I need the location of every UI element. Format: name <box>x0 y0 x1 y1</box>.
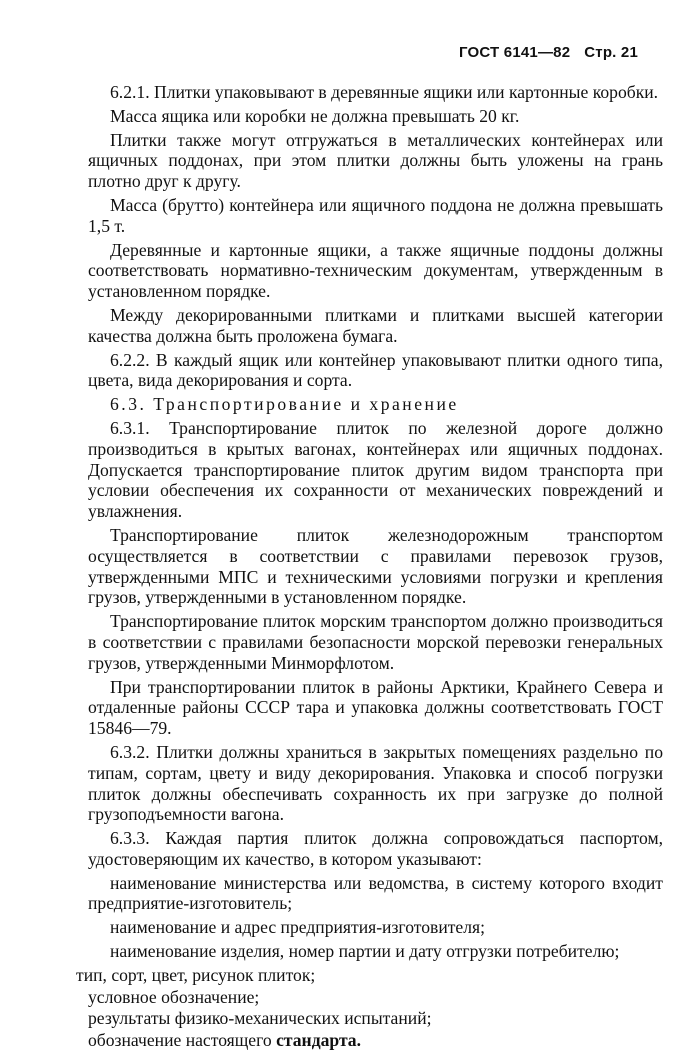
passport-item-manufacturer: наименование и адрес предприятия-изготовителя; <box>110 917 486 938</box>
paragraph-containers: Плитки также могут отгружаться в металлических контейнерах или ящичных поддонах, при этом плитки должны быть уложены на грань плотно друг к другу. <box>88 129 663 192</box>
paragraph-rail-transport: Транспортирование плиток железнодорожным транспортом осуществляется в соответствии с правилами перевозок грузов, утвержденными МПС и техническими условиями погрузки и крепления грузов, утвержденными в установленном порядке. <box>88 524 663 608</box>
passport-item-tests: результаты физико-механических испытаний; <box>88 1008 432 1029</box>
paragraph-boxes-standards: Деревянные и картонные ящики, а также ящичные поддоны должны соответствовать нормативно-техническим документам, утвержденным в установленном порядке. <box>88 239 663 302</box>
paragraph-gross-mass: Масса (брутто) контейнера или ящичного поддона не должна превышать 1,5 т. <box>88 194 663 236</box>
paragraph-6-3-1: 6.3.1. Транспортирование плиток по железной дороге должно производиться в крытых вагонах, контейнерах или ящичных поддонах. Допускается транспортирование плиток другим видом транспорта при условии обеспечения их сохранности от механических повреждений и увлажнения. <box>88 417 663 522</box>
paragraph-6-3-2: 6.3.2. Плитки должны храниться в закрытых помещениях раздельно по типам, сортам, цвету и виду декорирования. Упаковка и способ погрузки плиток должны обеспечивать сохранность их при загрузке до полной грузоподъемности вагона. <box>88 741 663 825</box>
last-item-text: обозначение настоящего <box>88 1030 277 1051</box>
paragraph-6-3-3: 6.3.3. Каждая партия плиток должна сопровождаться паспортом, удостоверяющим их качество, в котором указывают: <box>88 828 663 869</box>
section-heading-6-3: 6.3. Транспортирование и хранение <box>110 394 459 415</box>
passport-item-product: наименование изделия, номер партии и дату отгрузки потребителю; <box>110 941 620 962</box>
passport-item-standard <box>88 1030 663 1051</box>
document-body <box>76 82 663 1052</box>
passport-item-type: тип, сорт, цвет, рисунок плиток; <box>76 964 316 985</box>
paragraph-6-2-2: 6.2.2. В каждый ящик или контейнер упаковывают плитки одного типа, цвета, вида декорирования и сорта. <box>88 349 663 391</box>
paragraph-6-2-1: 6.2.1. Плитки упаковывают в деревянные ящики или картонные коробки. <box>110 82 659 102</box>
paragraph-paper: Между декорированными плитками и плитками высшей категории качества должна быть проложена бумага. <box>88 304 663 346</box>
page-number: Стр. 21 <box>584 44 638 61</box>
passport-item-designation: условное обозначение; <box>88 986 260 1007</box>
standard-number: ГОСТ 6141—82 <box>459 44 571 61</box>
passport-item-ministry: наименование министерства или ведомства, в систему которого входит предприятие-изготовитель; <box>88 872 663 914</box>
paragraph-sea-transport: Транспортирование плиток морским транспортом должно производиться в соответствии с правилами безопасности морской перевозки генеральных грузов, утвержденными Минморфлотом. <box>88 611 663 673</box>
last-item-bold: стандарта. <box>276 1030 361 1051</box>
paragraph-arctic: При транспортировании плиток в районы Арктики, Крайнего Севера и отдаленные районы СССР тара и упаковка должны соответствовать ГОСТ 15846—79. <box>88 676 663 739</box>
page-header <box>459 44 638 61</box>
paragraph-box-mass: Масса ящика или коробки не должна превышать 20 кг. <box>110 105 520 126</box>
